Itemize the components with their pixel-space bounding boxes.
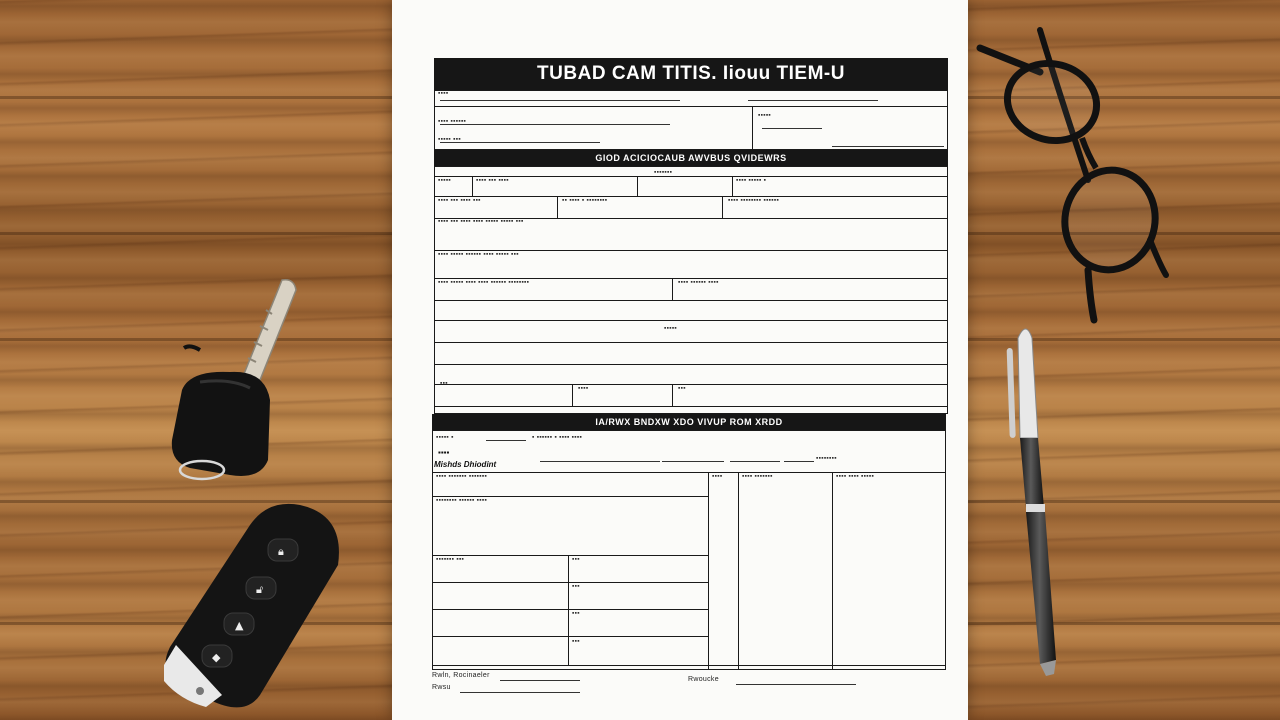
svg-text:▲: ▲ — [235, 619, 244, 632]
fill-line — [748, 100, 878, 101]
column-divider — [752, 106, 753, 150]
field-label: ▪▪▪▪▪ — [438, 177, 452, 184]
signature-line — [736, 684, 856, 685]
column-divider — [572, 384, 573, 406]
field-label: ▪▪▪▪ ▪▪▪▪ ▪▪▪▪▪ — [836, 473, 875, 480]
fill-line — [440, 142, 600, 143]
field-label: ▪▪▪▪ ▪▪▪▪▪ ▪▪▪▪ ▪▪▪▪ ▪▪▪▪▪▪ ▪▪▪▪▪▪▪▪ — [438, 279, 530, 286]
signature-line — [500, 680, 580, 681]
fill-line — [440, 100, 680, 101]
row-divider — [432, 609, 708, 610]
field-label: ▪▪▪▪ ▪▪▪▪▪▪▪ ▪▪▪▪▪▪▪ — [436, 473, 488, 480]
vehicle-info-grid — [434, 166, 948, 414]
field-label: ▪▪▪▪ — [578, 385, 589, 392]
form-grid — [432, 58, 948, 691]
field-label: ▪▪▪▪▪▪▪▪ — [816, 455, 837, 462]
signature-label: Rwsu — [432, 684, 451, 691]
fill-line — [762, 128, 822, 129]
column-divider — [832, 472, 833, 670]
row-divider — [434, 300, 948, 301]
form-title: TUBAD CAM TITIS. Iiouu TIEM-U — [434, 58, 948, 90]
fill-line — [832, 146, 944, 147]
field-label: ▪▪▪▪▪ — [664, 325, 678, 332]
field-label: ▪▪▪ — [440, 380, 448, 387]
eyeglasses — [970, 20, 1180, 340]
field-label: ▪▪▪▪▪▪▪ ▪▪▪ — [436, 556, 465, 563]
field-label: ▪▪▪▪▪▪▪ — [654, 169, 673, 176]
column-divider — [732, 176, 733, 196]
row-divider — [432, 636, 708, 637]
field-label: ▪▪▪ — [678, 385, 686, 392]
field-label: ▪▪▪▪ — [438, 90, 449, 97]
car-key-fob — [150, 495, 360, 715]
field-label: ▪▪▪▪▪ ▪▪▪ — [438, 136, 461, 143]
fill-line — [540, 461, 660, 462]
field-label: ▪▪▪ — [572, 638, 580, 645]
row-divider — [434, 406, 948, 407]
field-label: ▪▪▪▪ ▪▪▪ ▪▪▪▪ ▪▪▪▪ ▪▪▪▪▪ ▪▪▪▪▪ ▪▪▪ — [438, 218, 524, 225]
column-divider — [637, 176, 638, 196]
field-label: ▪▪ ▪▪▪▪ ▪ ▪▪▪▪▪▪▪▪ — [562, 197, 608, 204]
row-divider — [434, 384, 948, 385]
fill-line — [730, 461, 780, 462]
field-label: ▪▪▪▪ — [438, 448, 450, 457]
column-divider — [472, 176, 473, 196]
column-divider — [672, 278, 673, 300]
field-label: ▪ ▪▪▪▪▪▪ ▪ ▪▪▪▪ ▪▪▪▪ — [532, 434, 583, 441]
field-label: ▪▪▪▪ ▪▪▪▪▪ ▪▪▪▪▪▪ ▪▪▪▪ ▪▪▪▪▪ ▪▪▪ — [438, 251, 519, 258]
field-label: ▪▪▪▪ ▪▪▪▪▪▪▪ — [742, 473, 773, 480]
field-label: ▪▪▪▪ ▪▪▪▪▪▪ ▪▪▪▪ — [678, 279, 719, 286]
row-divider — [432, 555, 708, 556]
field-label: ▪▪▪▪▪▪▪▪ ▪▪▪▪▪▪ ▪▪▪▪ — [436, 497, 488, 504]
column-divider — [722, 196, 723, 218]
pen — [990, 318, 1070, 688]
fill-line — [784, 461, 814, 462]
row-divider — [434, 320, 948, 321]
row-divider — [434, 176, 948, 177]
field-label: ▪▪▪▪▪ — [758, 112, 772, 119]
field-label: ▪▪▪▪ — [712, 473, 723, 480]
transfer-info-grid — [432, 430, 946, 670]
field-label: ▪▪▪▪ ▪▪▪ ▪▪▪▪ — [476, 177, 509, 184]
field-label: ▪▪▪▪ ▪▪▪▪▪▪ — [438, 118, 467, 125]
car-key — [160, 270, 310, 490]
field-label: ▪▪▪▪▪ ▪ — [436, 434, 454, 441]
row-divider — [432, 582, 708, 583]
field-label: ▪▪▪▪ ▪▪▪ ▪▪▪▪ ▪▪▪ — [438, 197, 481, 204]
row-divider — [434, 342, 948, 343]
column-divider — [738, 472, 739, 670]
signature-label: Rwoucke — [688, 676, 719, 683]
column-divider — [672, 384, 673, 406]
section-header-transfer: IA/RWX BNDXW XDO VIVUP ROM XRDD — [432, 414, 946, 430]
row-divider — [432, 665, 946, 666]
svg-text:🔓︎: 🔓︎ — [256, 583, 264, 596]
column-divider — [557, 196, 558, 218]
section-header-vehicle: GIOD ACICIOCAUB AWVBUS QVIDEWRS — [434, 150, 948, 166]
owner-info-box — [434, 90, 948, 150]
fill-line — [662, 461, 724, 462]
row-divider — [434, 106, 948, 107]
svg-text:◆: ◆ — [212, 651, 221, 664]
signature-label: Rwln, Rocinaeler — [432, 672, 490, 679]
row-divider — [434, 364, 948, 365]
svg-text:🔒︎: 🔒︎ — [278, 545, 284, 558]
handwritten-name: Mishds Dhiodint — [434, 460, 497, 469]
fill-line — [440, 124, 670, 125]
field-label: ▪▪▪▪ ▪▪▪▪▪ ▪ — [736, 177, 767, 184]
row-divider — [434, 196, 948, 197]
fill-line — [486, 440, 526, 441]
field-label: ▪▪▪ — [572, 556, 580, 563]
signature-line — [460, 692, 580, 693]
field-label: ▪▪▪ — [572, 610, 580, 617]
column-divider — [708, 472, 709, 670]
car-title-form-paper — [392, 0, 968, 720]
field-label: ▪▪▪ — [572, 583, 580, 590]
field-label: ▪▪▪▪ ▪▪▪▪▪▪▪▪ ▪▪▪▪▪▪ — [728, 197, 780, 204]
column-divider — [568, 555, 569, 665]
